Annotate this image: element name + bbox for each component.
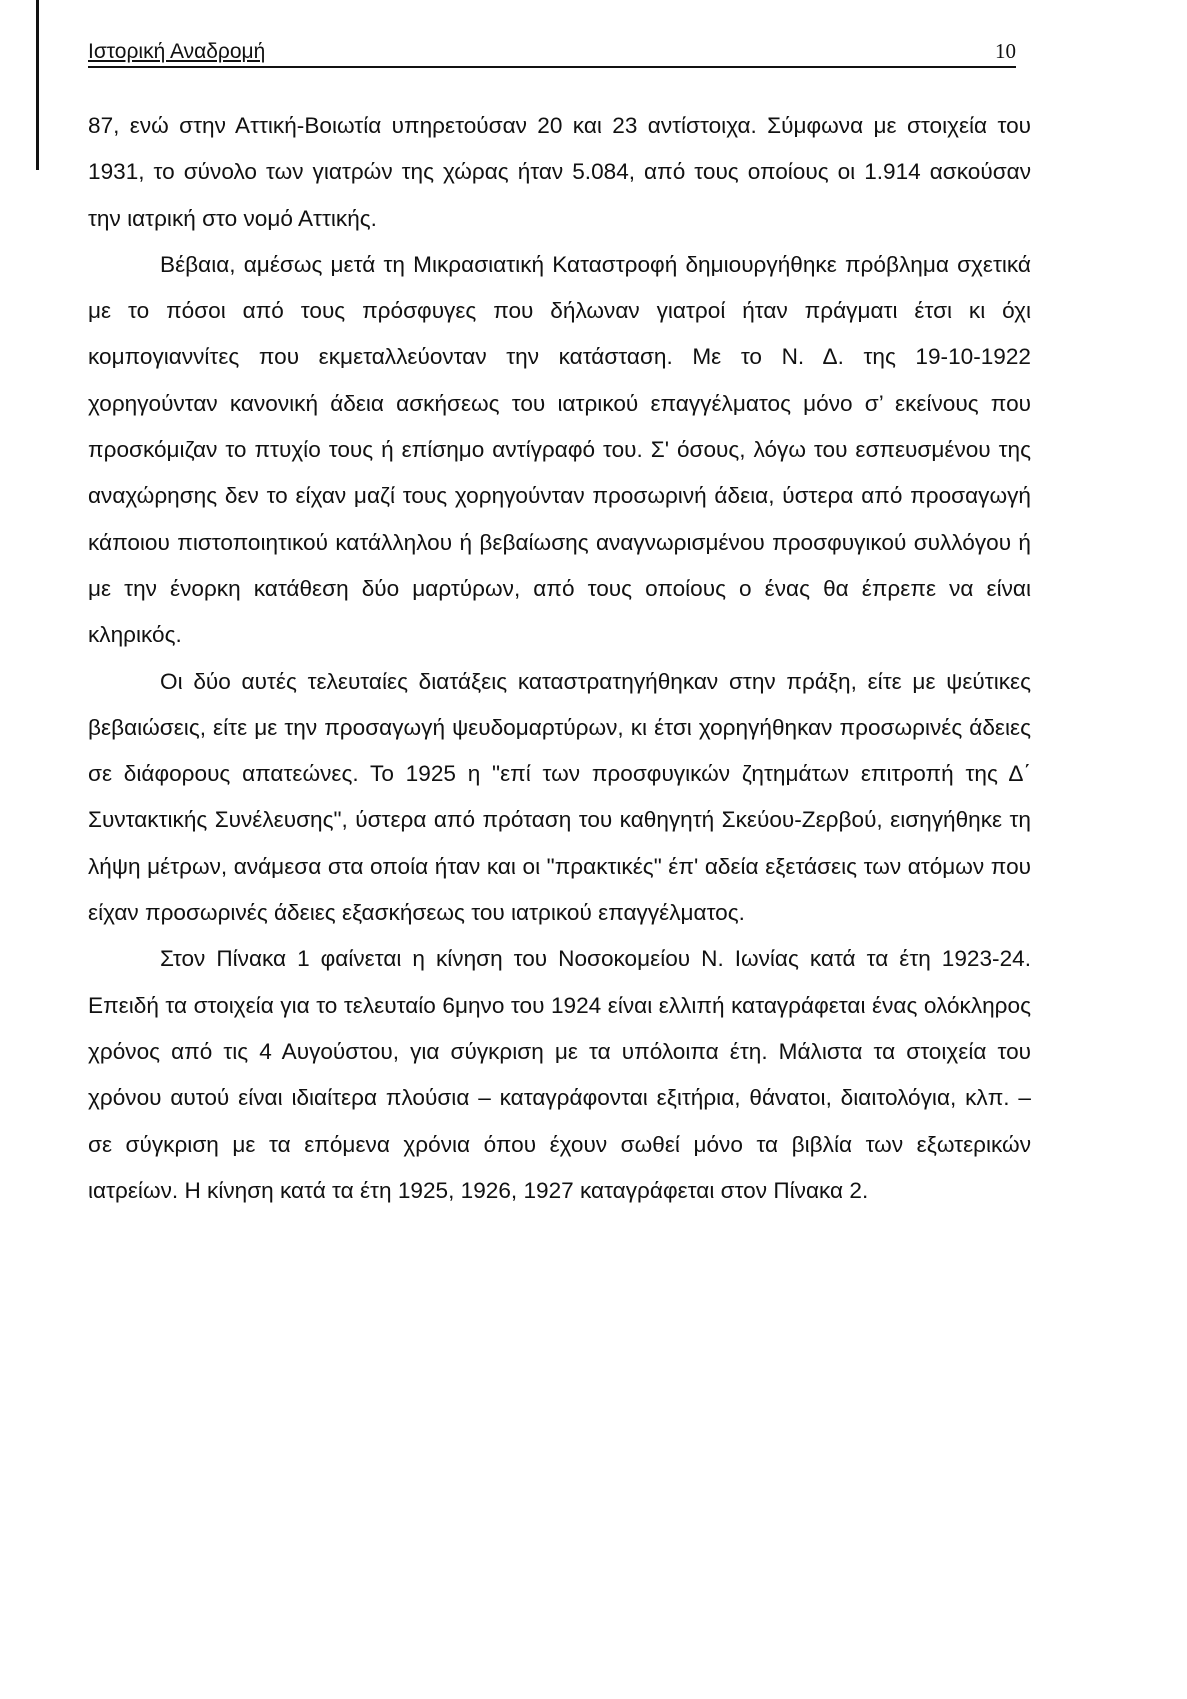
paragraph-hospital-tables: Στον Πίνακα 1 φαίνεται η κίνηση του Νοσοκομείου Ν. Ιωνίας κατά τα έτη 1923-24. Επειδή τα στοιχεία για το τελευταίο 6μηνο του 1924 είναι ελλιπή καταγράφεται ένας ολόκληρος χρόνος από τις 4 Αυγούστου, για σύγκριση με τα υπόλοιπα έτη. Μάλιστα τα στοιχεία του χρόνου αυτού είναι ιδιαίτερα πλούσια – καταγράφονται εξιτήρια, θάνατοι, διαιτολόγια, κλπ. – σε σύγκριση με τα επόμενα χρόνια όπου έχουν σωθεί μόνο τα βιβλία των εξωτερικών ιατρείων. Η κίνηση κατά τα έτη 1925, 1926, 1927 καταγράφεται στον Πίνακα 2. <box>88 946 1031 1203</box>
paragraph-circumvention: Οι δύο αυτές τελευταίες διατάξεις καταστρατηγήθηκαν στην πράξη, είτε με ψεύτικες βεβαιώσεις, είτε με την προσαγωγή ψευδομαρτύρων, κι έτσι χορηγήθηκαν προσωρινές άδειες σε διάφορους απατεώνες. Το 1925 η "επί των προσφυγικών ζητημάτων επιτροπή της Δ΄ Συντακτικής Συνέλευσης", ύστερα από πρόταση του καθηγητή Σκεύου-Ζερβού, εισηγήθηκε τη λήψη μέτρων, ανάμεσα στα οποία ήταν και οι "πρακτικές" έπ' αδεία εξετάσεις των ατόμων που είχαν προσωρινές άδειες εξασκήσεως του ιατρικού επαγγέλματος. <box>88 668 1031 926</box>
margin-rule <box>36 0 39 170</box>
paragraph-continuation: 87, ενώ στην Αττική-Βοιωτία υπηρετούσαν 20 και 23 αντίστοιχα. Σύμφωνα με στοιχεία του 1931, το σύνολο των γιατρών της χώρας ήταν 5.084, από τους οποίους οι 1.914 ασκούσαν την ιατρική στο νομό Αττικής. <box>88 113 1031 231</box>
running-header-title: Ιστορική Αναδρομή <box>88 40 266 63</box>
body-text <box>88 103 1031 1214</box>
running-header <box>88 36 1016 68</box>
paragraph-refugee-doctors: Βέβαια, αμέσως μετά τη Μικρασιατική Καταστροφή δημιουργήθηκε πρόβλημα σχετικά με το πόσοι από τους πρόσφυγες που δήλωναν γιατροί ήταν πράγματι έτσι κι όχι κομπογιαννίτες που εκμεταλλεύονταν την κατάσταση. Με το Ν. Δ. της 19-10-1922 χορηγούνταν κανονική άδεια ασκήσεως του ιατρικού επαγγέλματος μόνο σ’ εκείνους που προσκόμιζαν το πτυχίο τους ή επίσημο αντίγραφό του. Σ' όσους, λόγω του εσπευσμένου της αναχώρησης δεν το είχαν μαζί τους χορηγούνταν προσωρινή άδεια, ύστερα από προσαγωγή κάποιου πιστοποιητικού κατάλληλου ή βεβαίωσης αναγνωρισμένου προσφυγικού συλλόγου ή με την ένορκη κατάθεση δύο μαρτύρων, από τους οποίους ο ένας θα έπρεπε να είναι κληρικός. <box>88 251 1031 648</box>
page-number: 10 <box>995 39 1016 63</box>
